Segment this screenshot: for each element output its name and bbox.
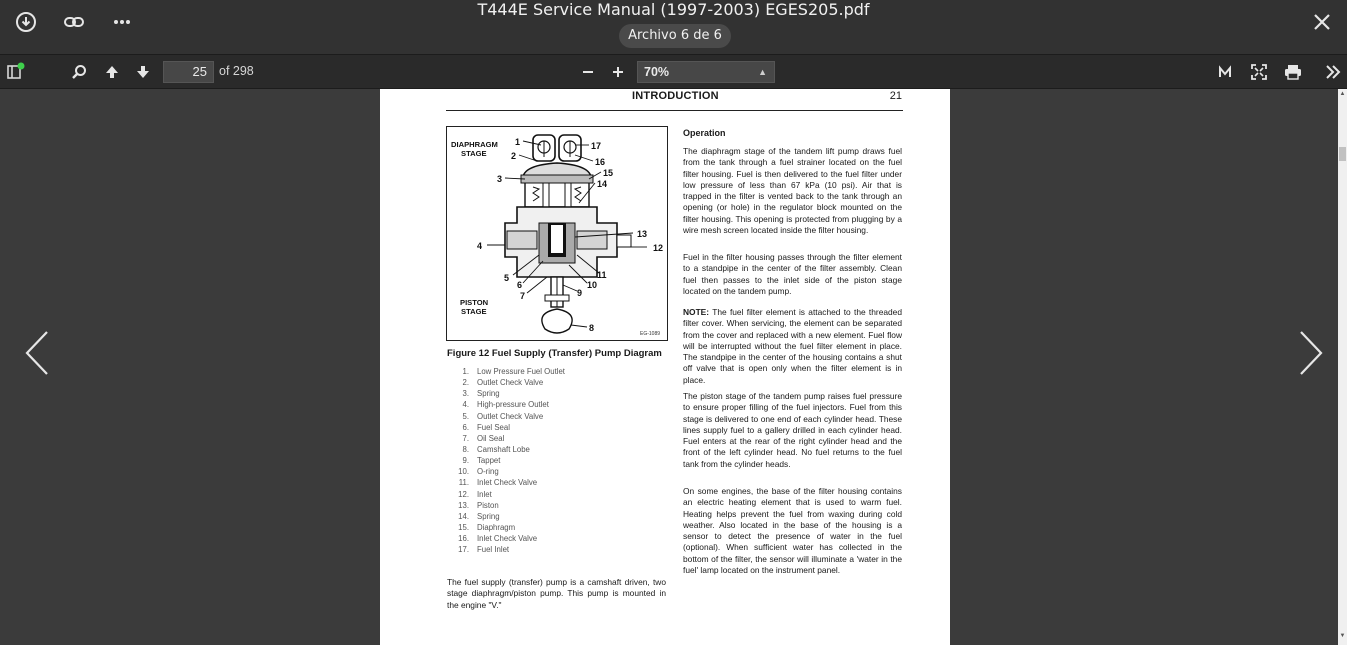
legend-item — [453, 544, 653, 555]
operation-heading: Operation — [683, 128, 726, 138]
figure-legend — [453, 366, 653, 555]
legend-item — [453, 455, 653, 466]
callout-14: 14 — [597, 179, 608, 189]
legend-item-number: 4. — [462, 400, 469, 410]
close-icon[interactable] — [1308, 8, 1336, 36]
legend-item-text: Low Pressure Fuel Outlet — [477, 367, 565, 376]
legend-item — [453, 399, 653, 410]
legend-item-number: 7. — [462, 433, 469, 443]
callout-6: 6 — [517, 280, 523, 290]
callout-13: 13 — [637, 229, 648, 239]
legend-item-text: Outlet Check Valve — [477, 411, 544, 421]
callout-8: 8 — [589, 323, 595, 333]
legend-item — [453, 466, 653, 477]
legend-item-text: Spring — [477, 389, 500, 399]
figure-label-stage: STAGE — [461, 149, 487, 158]
legend-item — [453, 444, 653, 455]
page-header — [446, 89, 903, 111]
viewer-top-bar — [0, 0, 1347, 54]
callout-12: 12 — [653, 243, 664, 253]
legend-item-text: Fuel Inlet — [477, 545, 510, 555]
callout-15: 15 — [603, 168, 614, 178]
callout-10: 10 — [587, 280, 598, 290]
scroll-thumb[interactable] — [1339, 147, 1346, 161]
section-title: INTRODUCTION — [632, 90, 719, 102]
callout-11: 11 — [597, 270, 607, 280]
legend-item-text: High-pressure Outlet — [477, 400, 549, 410]
callout-5: 5 — [504, 273, 510, 283]
legend-item — [453, 511, 653, 522]
page-number-input[interactable]: 25 — [163, 61, 214, 83]
document-title: T444E Service Manual (1997-2003) EGES205.pdf — [477, 0, 870, 19]
legend-item-text: Inlet Check Valve — [477, 534, 538, 544]
callout-1: 1 — [515, 137, 521, 147]
paragraph-4: On some engines, the base of the filter housing contains an electric heating element that is used to warm fuel. Heating helps prevent the fuel from waxing during cold weather. Also located in the base of the housing is a sensor to detect the presence of water in the fuel (optional). When sufficient water has collected in the bottom of the filter, the sensor will illuminate a 'water in the fuel' lamp located on the instrument panel. — [683, 486, 902, 575]
legend-item-text: Inlet Check Valve — [477, 478, 538, 488]
legend-item-text: Piston — [477, 500, 499, 510]
scroll-down-icon[interactable]: ▼ — [1339, 633, 1346, 639]
m-icon[interactable] — [1214, 61, 1236, 83]
legend-item — [453, 533, 653, 544]
legend-item — [453, 477, 653, 488]
pump-diagram-figure — [446, 126, 668, 341]
legend-item-text: Outlet Check Valve — [477, 378, 544, 388]
legend-item-number: 16. — [458, 534, 469, 544]
legend-item-number: 1. — [462, 367, 469, 376]
legend-item-number: 17. — [458, 545, 469, 555]
legend-item-number: 15. — [458, 522, 469, 532]
paragraph-1: The diaphragm stage of the tandem lift pump draws fuel from the tank through a fuel strainer located on the fuel filter housing. Fuel is then delivered to the fuel filter under low pressure of less than 67 kPa (10 psi). Air that is trapped in the filter is vented back to the tank through an opening (or hole) in the regulator block mounted on the filter housing. This opening is protected from plugging by a wire mesh screen located inside the filter housing. — [683, 146, 902, 235]
left-paragraph: The fuel supply (transfer) pump is a camshaft driven, two stage diaphragm/piston pump. This pump is mounted in the engine "V." — [447, 577, 666, 610]
legend-item-number: 5. — [462, 411, 469, 421]
zoom-value: 70% — [644, 65, 670, 79]
previous-file-arrow-icon[interactable] — [24, 330, 50, 376]
callout-17: 17 — [591, 141, 602, 151]
callout-4: 4 — [477, 241, 483, 251]
vertical-scrollbar[interactable] — [1338, 89, 1347, 645]
note-label: NOTE: — [683, 307, 710, 317]
legend-item-text: Oil Seal — [477, 433, 505, 443]
pdf-page — [380, 89, 950, 645]
legend-item-text: Inlet — [477, 489, 492, 499]
callout-3: 3 — [497, 174, 503, 184]
legend-item-text: O-ring — [477, 467, 499, 477]
presentation-icon[interactable] — [1248, 61, 1270, 83]
next-file-arrow-icon[interactable] — [1298, 330, 1324, 376]
page-count-label: of 298 — [219, 64, 254, 78]
callout-7: 7 — [520, 291, 526, 301]
legend-item-number: 9. — [462, 456, 469, 466]
legend-item-number: 6. — [462, 422, 469, 432]
legend-item-text: Fuel Seal — [477, 422, 510, 432]
previous-page-icon[interactable] — [101, 61, 123, 83]
legend-item-number: 10. — [458, 467, 469, 477]
callout-2: 2 — [511, 151, 517, 161]
legend-item-number: 8. — [462, 444, 469, 454]
next-page-icon[interactable] — [132, 61, 154, 83]
legend-item — [453, 500, 653, 511]
paragraph-2: Fuel in the filter housing passes through the filter element to a standpipe in the center of the filter assembly. Clean fuel then passes to the inlet side of the piston stage located on the tandem pump. — [683, 252, 902, 296]
pdf-toolbar — [0, 54, 1347, 89]
legend-item-text: Camshaft Lobe — [477, 444, 530, 454]
legend-item-number: 11. — [458, 478, 469, 488]
legend-item-number: 12. — [458, 489, 469, 499]
print-icon[interactable] — [1282, 61, 1304, 83]
legend-item — [453, 522, 653, 533]
legend-item-number: 3. — [462, 389, 469, 399]
note-paragraph — [683, 307, 902, 386]
legend-item-text: Diaphragm — [477, 522, 516, 532]
page-number-label: 21 — [889, 90, 902, 102]
legend-item-text: Tappet — [477, 456, 501, 466]
legend-item — [453, 422, 653, 433]
legend-item-number: 14. — [458, 511, 469, 521]
file-indicator[interactable]: Archivo 6 de 6 — [619, 24, 731, 48]
figure-label-piston: PISTON — [460, 298, 489, 307]
figure-code: EG-1089 — [640, 331, 661, 337]
paragraph-3: The piston stage of the tandem pump raises fuel pressure to ensure proper filling of the fuel injectors. Fuel from this stage is delivered to one end of each cylinder head. These lines supply fuel to a gallery drilled in each cylinder head. Fuel enters at the rear of the right cylinder head and the front of the left cylinder head. No fuel returns to the fuel tank from the cylinder heads. — [683, 391, 902, 469]
legend-item-number: 2. — [462, 378, 469, 388]
sidebar-toggle-icon[interactable] — [4, 61, 26, 83]
legend-item-number: 13. — [458, 500, 469, 510]
legend-item-text: Spring — [477, 511, 500, 521]
note-text: The fuel filter element is attached to the threaded filter cover. When servicing, the element can be separated from the cover and replaced with a new element. Fuel flow will be interrupted without the fuel filter element in place. The standpipe in the center of the housing contains a shut off valve that is open only when the filter element is in place. — [683, 307, 902, 385]
figure-label-stage-2: STAGE — [461, 307, 487, 316]
tools-icon[interactable] — [1322, 61, 1344, 83]
scroll-up-icon[interactable]: ▲ — [1339, 91, 1346, 97]
select-arrows-icon: ▲ — [758, 67, 767, 77]
callout-16: 16 — [595, 157, 606, 167]
legend-item — [453, 388, 653, 399]
callout-9: 9 — [577, 288, 583, 298]
legend-item — [453, 366, 653, 377]
legend-item — [453, 377, 653, 388]
pump-diagram-drawing — [447, 127, 667, 340]
legend-item — [453, 489, 653, 500]
zoom-select[interactable] — [637, 61, 775, 83]
legend-item — [453, 411, 653, 422]
figure-caption: Figure 12 Fuel Supply (Transfer) Pump Diagram — [447, 348, 662, 359]
figure-label-diaphragm: DIAPHRAGM — [451, 140, 498, 149]
search-icon[interactable] — [68, 61, 90, 83]
zoom-out-icon[interactable] — [577, 61, 599, 83]
zoom-in-icon[interactable] — [607, 61, 629, 83]
legend-item — [453, 433, 653, 444]
